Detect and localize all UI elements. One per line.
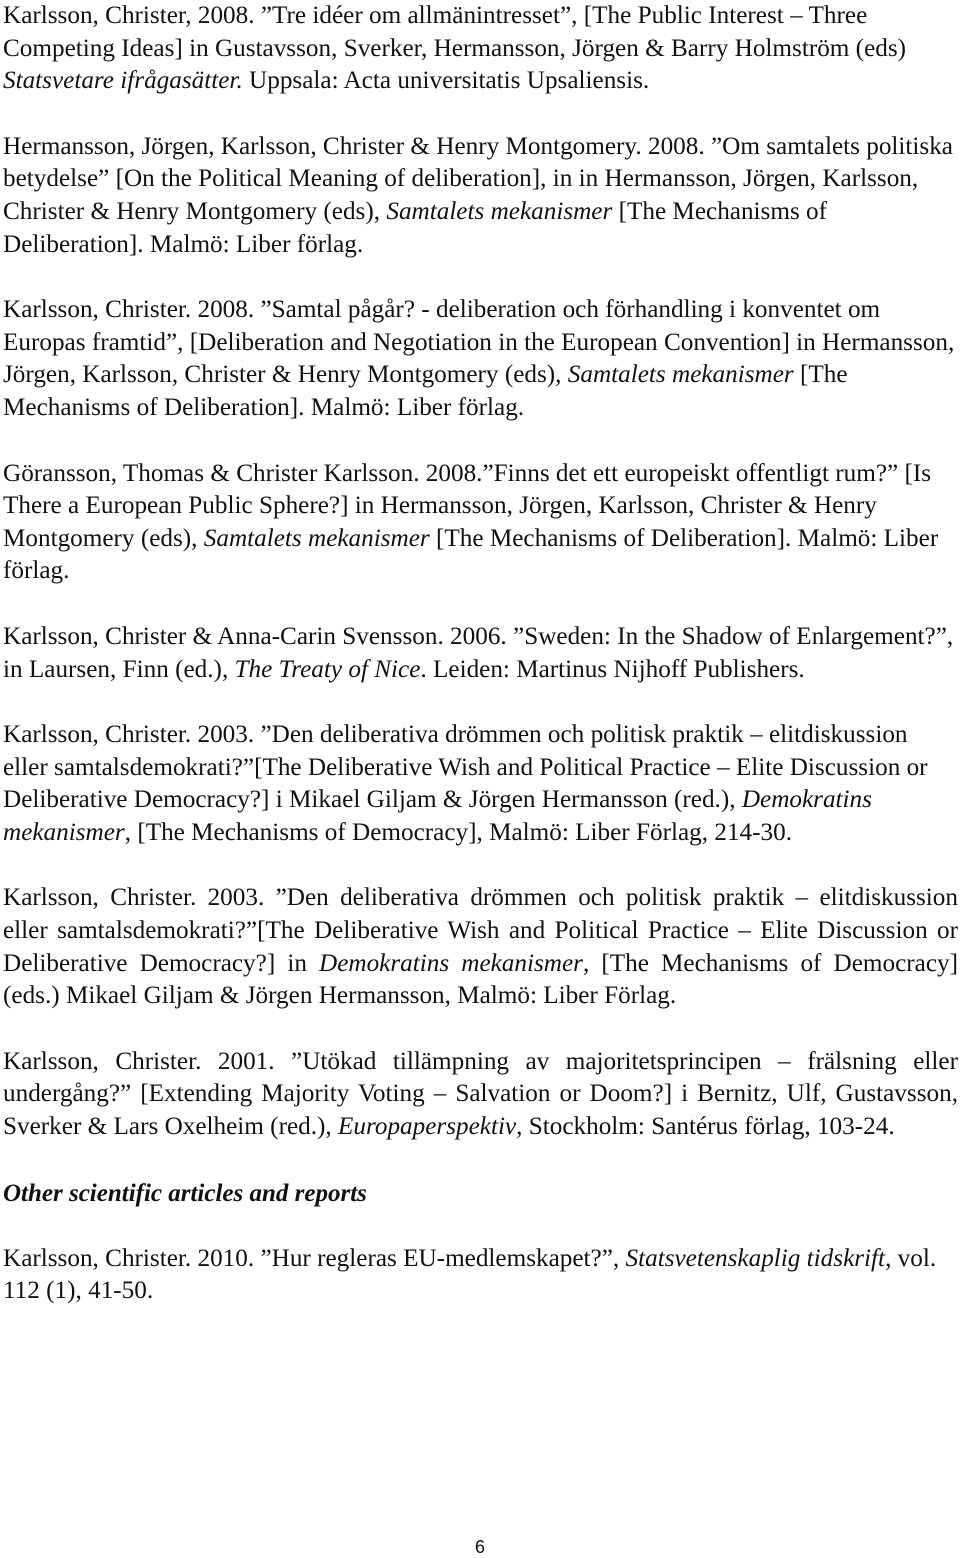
page-number: 6 [474,1537,485,1557]
reference-entry: Karlsson, Christer. 2003. ”Den deliberativa drömmen och politisk praktik – elitdiskussion eller samtalsdemokrati?”[The Deliberative Wish and Political Practice – Elite Discussion or Deliberative Democracy?] in Demokratins mekanismer, [The Mechanisms of Democracy] (eds.) Mikael Giljam & Jörgen Hermansson, Malmö: Liber Förlag. [3,884,958,1010]
reference-entry: Karlsson, Christer. 2001. ”Utökad tillämpning av majoritetsprincipen – frälsning eller undergång?” [Extending Majority Voting – Salvation or Doom?] i Bernitz, Ulf, Gustavsson, Sverker & Lars Oxelheim (red.), Europaperspektiv, Stockholm: Santérus förlag, 103-24. [3,1047,958,1141]
reference-entry: Hermansson, Jörgen, Karlsson, Christer & Henry Montgomery. 2008. ”Om samtalets politiska betydelse” [On the Political Meaning of deliberation], in in Hermansson, Jörgen, Karlsson, Christer & Henry Montgomery (eds), Samtalets mekanismer [The Mechanisms of Deliberation]. Malmö: Liber förlag. [3,132,953,258]
reference-entry: Karlsson, Christer, 2008. ”Tre idéer om allmänintresset”, [The Public Interest – Three Competing Ideas] in Gustavsson, Sverker, Hermansson, Jörgen & Barry Holmström (eds) Statsvetare ifrågasätter. Uppsala: Acta universitatis Upsaliensis. [3,2,907,95]
reference-entry: Göransson, Thomas & Christer Karlsson. 2008.”Finns det ett europeiskt offentligt rum?” [Is There a European Public Sphere?] in Hermansson, Jörgen, Karlsson, Christer & Henry Montgomery (eds), Samtalets mekanismer [The Mechanisms of Deliberation]. Malmö: Liber förlag. [3,459,939,585]
reference-entry: Karlsson, Christer. 2010. ”Hur regleras EU-medlemskapet?”, Statsvetenskaplig tidskrift, vol. 112 (1), 41-50. [3,1244,937,1305]
reference-entry: Karlsson, Christer. 2003. ”Den deliberativa drömmen och politisk praktik – elitdiskussion eller samtalsdemokrati?”[The Deliberative Wish and Political Practice – Elite Discussion or Deliberative Democracy?] i Mikael Giljam & Jörgen Hermansson (red.), Demokratins mekanismer, [The Mechanisms of Democracy], Malmö: Liber Förlag, 214-30. [3,721,928,846]
reference-entry: Karlsson, Christer & Anna-Carin Svensson. 2006. ”Sweden: In the Shadow of Enlargement?”, in Laursen, Finn (ed.), The Treaty of Nice. Leiden: Martinus Nijhoff Publishers. [3,622,954,683]
reference-entry: Karlsson, Christer. 2008. ”Samtal pågår? - deliberation och förhandling i konventet om Europas framtid”, [Deliberation and Negotiation in the European Convention] in Hermansson, Jörgen, Karlsson, Christer & Henry Montgomery (eds), Samtalets mekanismer [The Mechanisms of Deliberation]. Malmö: Liber förlag. [3,296,955,421]
section-heading: Other scientific articles and reports [3,1179,367,1207]
document-page [3,0,958,1308]
